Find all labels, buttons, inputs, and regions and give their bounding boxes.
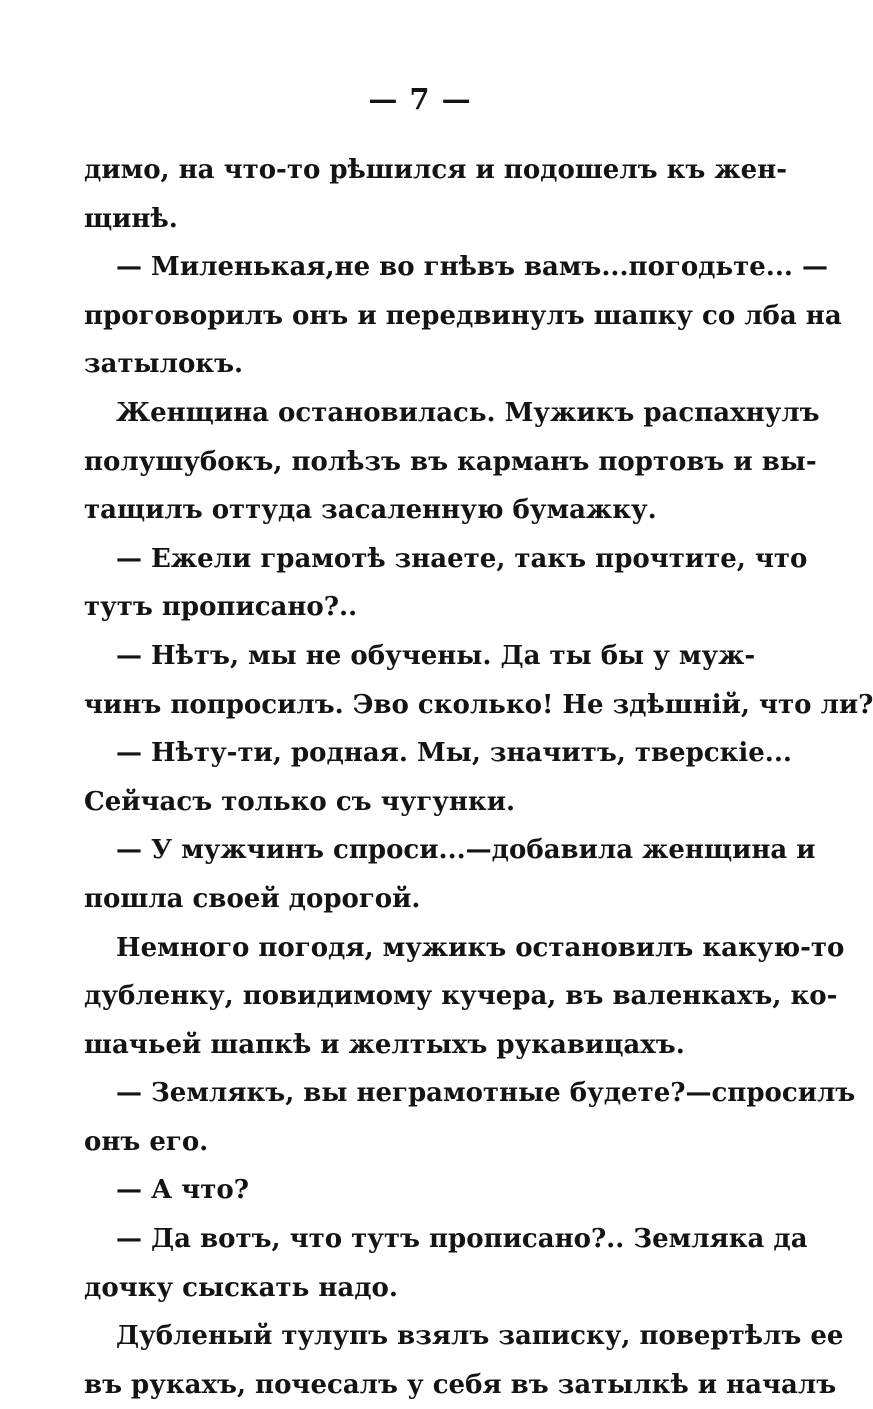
text-line: затылокъ. (84, 349, 244, 380)
text-line: — Нѣту-ти, родная. Мы, значитъ, тверскіе... (116, 738, 792, 769)
text-line: — Нѣтъ, мы не обучены. Да ты бы у муж- (116, 640, 756, 671)
page-text (84, 146, 873, 1409)
text-line: тащилъ оттуда засаленную бумажку. (84, 495, 657, 526)
page-number: — 7 — (368, 82, 472, 116)
text-line: шачьей шапкѣ и желтыхъ рукавицахъ. (84, 1029, 685, 1060)
text-line: въ рукахъ, почесалъ у себя въ затылкѣ и началъ (84, 1369, 837, 1400)
text-line: — Да вотъ, что тутъ прописано?.. Земляка да (116, 1224, 808, 1255)
text-line: щинѣ. (84, 203, 178, 234)
text-line: дубленку, повидимому кучера, въ валенкахъ, ко- (84, 981, 838, 1012)
text-line: — У мужчинъ спроси...—добавила женщина и (116, 835, 816, 866)
text-line: дочку сыскать надо. (84, 1272, 398, 1303)
text-line: тутъ прописано?.. (84, 592, 358, 623)
text-line: — Миленькая,не во гнѣвъ вамъ...погодьте... — (116, 252, 829, 283)
text-line: Сейчасъ только съ чугунки. (84, 786, 516, 817)
text-line: — Ежели грамотѣ знаете, такъ прочтите, что (116, 543, 808, 574)
text-line: онъ его. (84, 1126, 209, 1157)
text-line: полушубокъ, полѣзъ въ карманъ портовъ и вы- (84, 446, 817, 477)
text-line: Немного погодя, мужикъ остановилъ какую-то (116, 932, 845, 963)
text-line: Дубленый тулупъ взялъ записку, повертѣлъ ее (116, 1321, 844, 1352)
text-line: чинъ попросилъ. Эво сколько! Не здѣшній, что ли? (84, 689, 873, 720)
text-line: проговорилъ онъ и передвинулъ шапку со лба на (84, 300, 842, 331)
text-line: — А что? (116, 1175, 249, 1206)
text-line: — Землякъ, вы неграмотные будете?—спросилъ (116, 1078, 856, 1109)
text-line: Женщина остановилась. Мужикъ распахнулъ (116, 397, 820, 428)
text-line: пошла своей дорогой. (84, 883, 421, 914)
text-line: димо, на что-то рѣшился и подошелъ къ жен- (84, 155, 788, 185)
